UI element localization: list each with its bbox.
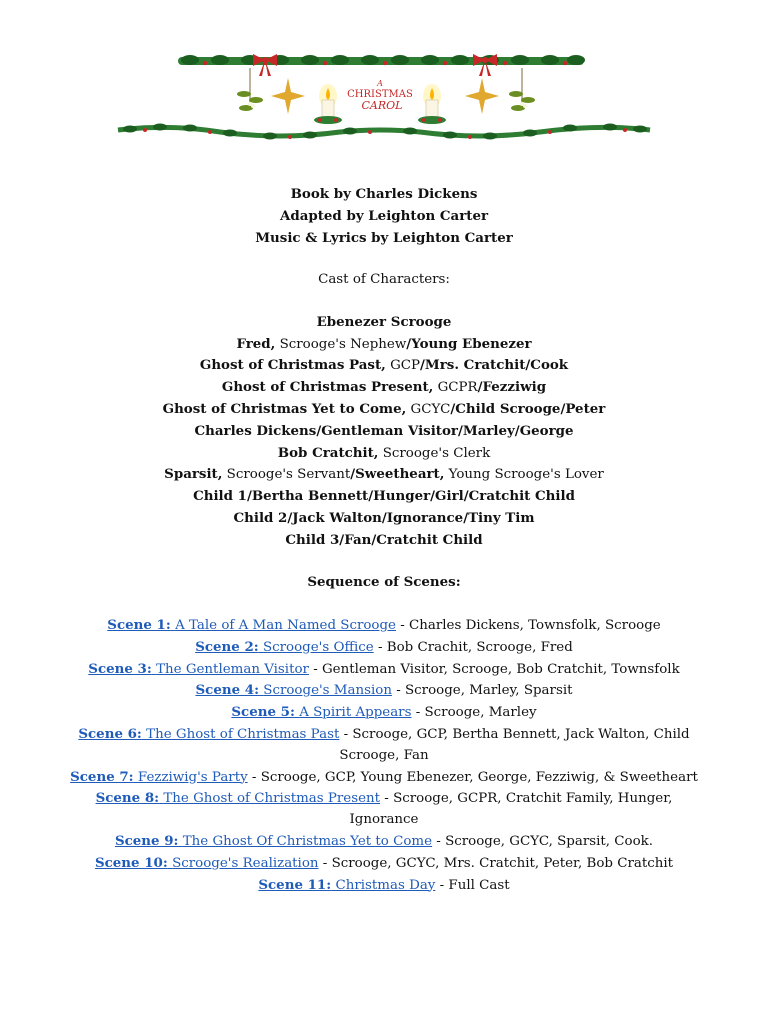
scene-link[interactable] [115, 834, 432, 849]
scene-link[interactable] [231, 705, 411, 720]
scene-title: Scrooge's Mansion [263, 683, 392, 699]
cast-list [60, 312, 708, 552]
scene-cast: - Scrooge, GCP, Bertha Bennett, Jack Walton, Child Scrooge, Fan [339, 726, 690, 763]
scene-line [60, 788, 708, 831]
scene-cast: - Full Cast [435, 877, 510, 893]
cast-note: GCP [385, 358, 421, 374]
credit-book [60, 184, 708, 206]
cast-role: Ghost of Christmas Present, [221, 379, 434, 396]
cast-line [60, 464, 708, 486]
credit-adapted [60, 206, 708, 228]
scene-title: The Gentleman Visitor [156, 661, 309, 677]
scene-link[interactable] [95, 856, 319, 871]
scene-title: Scrooge's Office [262, 639, 374, 655]
cast-role: /Mrs. Cratchit/Cook [420, 357, 569, 374]
scene-link[interactable] [196, 683, 392, 698]
title-logo [347, 79, 413, 112]
cast-note: GCPR [433, 380, 478, 396]
scene-link[interactable] [70, 770, 248, 785]
cast-note: GCYC [406, 401, 451, 417]
scene-cast: - Scrooge, GCPR, Cratchit Family, Hunger, Ignorance [349, 791, 673, 828]
credit-music-text: Music & Lyrics by Leighton Carter [255, 229, 513, 246]
credit-adapted-text: Adapted by Leighton Carter [279, 207, 489, 224]
scene-line [60, 767, 708, 789]
cast-role: Ebenezer Scrooge [316, 313, 452, 330]
scene-label: Scene 10: [94, 854, 168, 871]
scene-title: Christmas Day [335, 877, 436, 893]
scene-link[interactable] [258, 878, 435, 893]
cast-role: /Young Ebenezer [406, 335, 532, 352]
scene-label: Scene 2: [195, 638, 259, 655]
scene-cast: - Gentleman Visitor, Scrooge, Bob Cratchit, Townsfolk [308, 661, 680, 677]
scene-link[interactable] [107, 618, 396, 633]
right-mistletoe [509, 68, 535, 111]
cast-role: Sparsit, [164, 466, 223, 483]
cast-role: Bob Cratchit, [277, 444, 379, 461]
cast-line [60, 334, 708, 356]
cast-line [60, 508, 708, 530]
cast-note: Scrooge's Nephew [275, 336, 407, 352]
cast-role: Child 2/Jack Walton/Ignorance/Tiny Tim [233, 509, 535, 526]
scene-title: Fezziwig's Party [137, 769, 248, 785]
scene-link[interactable] [88, 662, 309, 677]
logo-line-1: A [377, 79, 383, 88]
scenes-heading [60, 572, 708, 594]
scene-label: Scene 8: [95, 790, 160, 807]
scene-cast: - Scrooge, GCYC, Sparsit, Cook. [432, 833, 654, 849]
scene-line [60, 702, 708, 724]
left-star [271, 78, 305, 114]
left-candle [314, 84, 342, 124]
cast-role: Ghost of Christmas Past, [199, 357, 386, 374]
credit-book-text: Book by Charles Dickens [290, 186, 478, 202]
logo-line-3: CAROL [361, 99, 403, 112]
scene-line [60, 680, 708, 702]
scene-cast: - Bob Crachit, Scrooge, Fred [373, 639, 573, 655]
cast-note: Young Scrooge's Lover [444, 467, 604, 483]
scene-link[interactable] [96, 791, 380, 806]
right-candle [418, 84, 446, 124]
cast-note: Scrooge's Clerk [378, 445, 491, 461]
scenes-heading-text: Sequence of Scenes: [307, 574, 461, 591]
cast-line [60, 312, 708, 334]
scene-label: Scene 7: [70, 768, 134, 785]
scene-label: Scene 6: [78, 725, 142, 742]
scene-link[interactable] [78, 727, 339, 742]
scene-list [60, 615, 708, 896]
christmas-carol-banner [110, 48, 658, 148]
cast-role: Charles Dickens/Gentleman Visitor/Marley/George [194, 422, 574, 439]
scene-title: The Ghost of Christmas Past [146, 726, 340, 742]
right-star [465, 78, 499, 114]
cast-line [60, 421, 708, 443]
cast-role: /Fezziwig [477, 379, 547, 396]
left-mistletoe [237, 68, 263, 111]
cast-role: Child 3/Fan/Cratchit Child [285, 531, 483, 548]
cast-role: /Child Scrooge/Peter [450, 400, 606, 417]
cast-role: Fred, [236, 335, 276, 352]
cast-line [60, 399, 708, 421]
logo-line-2: CHRISTMAS [347, 89, 413, 100]
cast-line [60, 530, 708, 552]
scene-cast: - Charles Dickens, Townsfolk, Scrooge [395, 617, 661, 633]
credits [60, 184, 708, 249]
cast-role: /Sweetheart, [350, 466, 445, 483]
scene-line [60, 853, 708, 875]
scene-label: Scene 1: [107, 616, 171, 633]
scene-link[interactable] [195, 640, 374, 655]
cast-heading: Cast of Characters: [318, 272, 450, 288]
bottom-garland [118, 124, 650, 140]
scene-label: Scene 11: [258, 876, 332, 893]
scene-title: A Spirit Appears [299, 705, 412, 721]
scene-line [60, 659, 708, 681]
scene-label: Scene 9: [114, 832, 179, 849]
cast-note: Scrooge's Servant [222, 467, 351, 483]
document-body [60, 184, 708, 896]
scene-label: Scene 5: [231, 704, 295, 721]
scene-line [60, 831, 708, 853]
scene-title: A Tale of A Man Named Scrooge [175, 617, 396, 633]
cast-role: Ghost of Christmas Yet to Come, [162, 400, 407, 417]
scene-cast: - Scrooge, GCYC, Mrs. Cratchit, Peter, Bob Cratchit [318, 855, 674, 871]
scene-label: Scene 4: [195, 682, 260, 699]
scene-cast: - Scrooge, GCP, Young Ebenezer, George, Fezziwig, & Sweetheart [247, 769, 698, 785]
scene-cast: - Scrooge, Marley [411, 705, 537, 721]
scene-line [60, 875, 708, 897]
scene-title: The Ghost of Christmas Present [163, 791, 381, 807]
cast-line [60, 377, 708, 399]
scene-line [60, 724, 708, 767]
cast-line [60, 486, 708, 508]
cast-line [60, 443, 708, 465]
credit-music [60, 228, 708, 250]
cast-line [60, 355, 708, 377]
scene-title: The Ghost Of Christmas Yet to Come [182, 833, 433, 849]
scene-line [60, 637, 708, 659]
top-garland [178, 55, 585, 65]
cast-role: Child 1/Bertha Bennett/Hunger/Girl/Cratchit Child [193, 488, 575, 505]
scene-label: Scene 3: [88, 660, 152, 677]
scene-line [60, 615, 708, 637]
scene-cast: - Scrooge, Marley, Sparsit [391, 683, 573, 699]
scene-title: Scrooge's Realization [172, 855, 319, 871]
